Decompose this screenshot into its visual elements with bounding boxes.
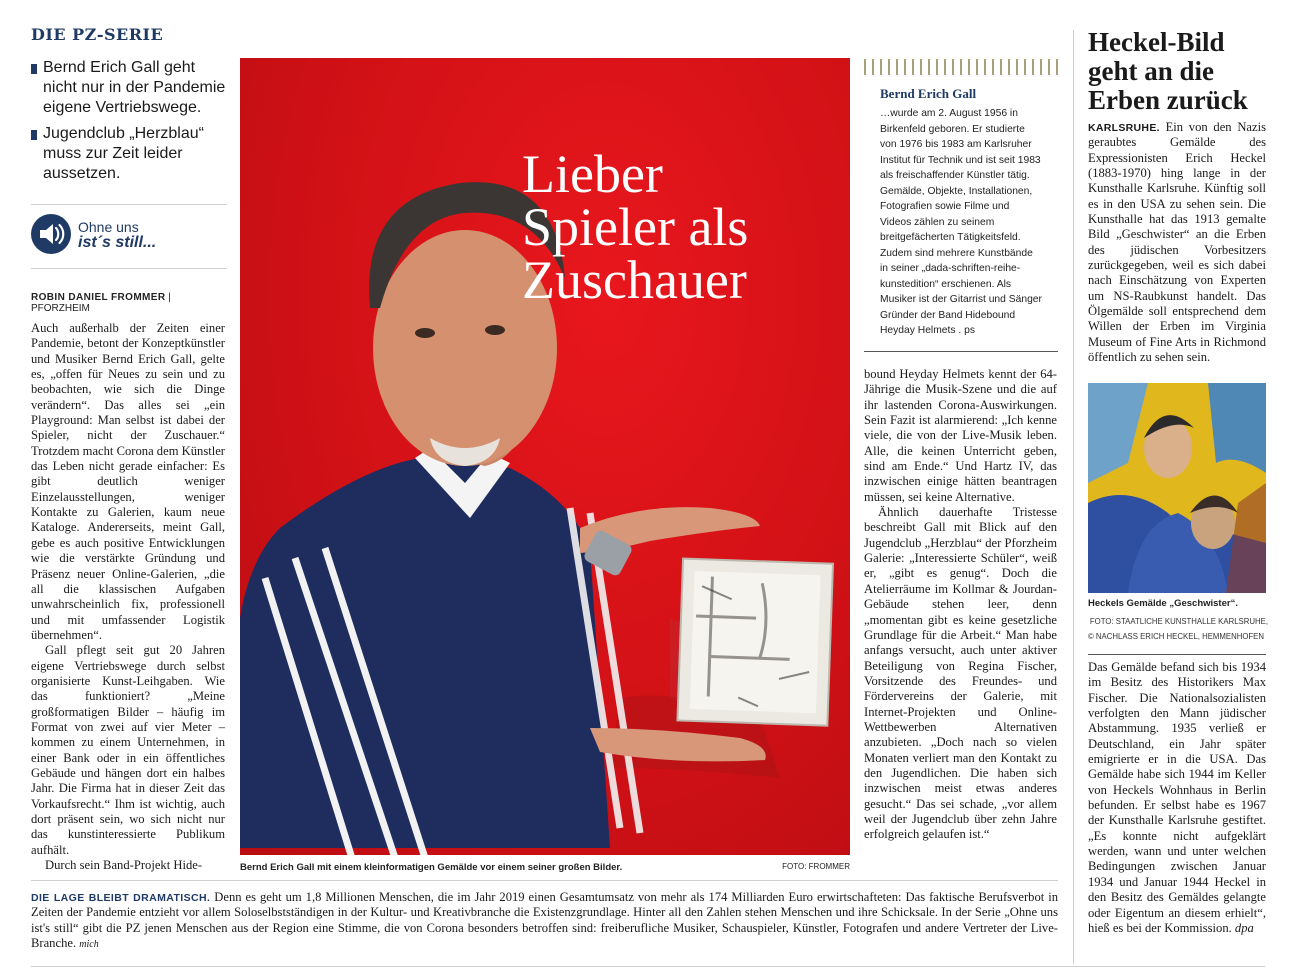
painting-illustration [1088,383,1266,593]
painting-image [1088,383,1266,593]
photo-credit: FOTO: FROMMER [782,862,850,871]
painting-caption: Heckels Gemälde „Geschwister“. [1088,598,1238,609]
credit-line: FOTO: STAATLICHE KUNSTHALLE KARLSRUHE, [1089,617,1268,626]
paragraph-text: Das Gemälde befand sich bis 1934 im Besitz des Historikers Max Fischer. Die Nationalsozialisten verfolgten den Mann jüdischer Abstammung. 1935 verließ er Deutschland, ein Jahr später emigrierte er in die USA. Das Gemälde habe sich 1944 im Keller von Heckels Wohnhaus in Berlin befunden. Er selbst habe es 1967 der Kunsthalle Karlsruhe gestiftet. „Es konnte nicht aufgeklärt werden, wann und unter welchen Bedingungen zwischen Januar 1934 und Januar 1944 Heckel in den Besitz des Gemäldes gelangte oder Eigentum an diesem erhielt“, hieß es bei der Kommission. [1088,660,1266,935]
article-photo [240,58,850,855]
speaker-icon [31,214,71,254]
series-kicker: DIE PZ-SERIE [31,25,164,44]
photo-caption: Bernd Erich Gall mit einem kleinformatigen Gemälde vor einem seiner großen Bilder. [240,862,623,873]
series-note [31,890,1058,953]
decorative-rule [864,59,1058,75]
note-text: Denn es geht um 1,8 Millionen Menschen, die im Jahr 2019 einen Gesamtumsatz von mehr als 174 Milliarden Euro erwirtschafteten: Das faktische Berufsverbot in Zeiten der Pandemie entzieht vor allem Soloselbstständigen in der Kultur- und Kreativbranche die Existenzgrundlage. Hinter all den Zahlen stehen Menschen und ihre Schicksale. In der Serie „Ohne uns ist's still“ gibt die PZ jenen Menschen aus der Region eine Stimme, die von Corona besonders betroffen sind: freiberufliche Musiker, Schauspieler, Künstler, Fotografen und andere Vertreter der Live-Branche. [31,890,1058,951]
headline-line: Spieler als [522,197,749,257]
paragraph: Ähnlich dauerhafte Tristesse beschreibt Gall mit Blick auf den Jugendclub „Herzblau“ der Pforzheim Galerie: „Interessierte Schüler“, weiß er, „gibt es genug“. Doch die Atelierräume im Kollmar & Jourdan-Gebäude stehen leer, denn „momentan gibt es keine gesetzliche Grundlage für die Arbeit.“ Man habe anfangs versucht, auch unter aktiver Beteiligung von Regina Fischer, Vorsitzende des Freundes- und Fördervereins der Galerie, mit Internet-Projekten und Online-Wettbewerben Alternativen anzubieten. „Doch nach so vielen Monaten verliert man den Kontakt zu den Jugendlichen. Die haben sich inzwischen meist etwas anderes gesucht.“ Das sei schade, „vor allem weil der Jugendclub über zehn Jahre erfolgreich gelaufen ist.“ [864,505,1057,842]
divider [31,880,1058,881]
location: PFORZHEIM [31,303,90,314]
author-name: ROBIN DANIEL FROMMER [31,292,166,303]
divider [31,966,1265,967]
painting-credit [1088,614,1268,644]
divider [31,204,227,205]
note-signature: mich [79,939,99,951]
paragraph: Gall pflegt seit gut 20 Jahren eigene Vertriebswege durch selbst organisierte Kunst-Leihgaben. Wie das funktioniert? „Meine großformatigen Bilder – häufig im Format von zwei auf vier Meter – kommen zu einem Unternehmen, in einer Bank oder in ein öffentliches Gebäude und hängen dort ein halbes Jahr. Die Firma hat in dieser Zeit das Vorkaufsrecht.“ Ihm ist wichtig, auch dort präsent sein, wo sich nicht nur das kunstinteressierte Publikum aufhält. [31,643,225,857]
article-body-left [31,321,225,873]
paragraph: bound Heyday Helmets kennt der 64-Jährige die Musik-Szene und die auf ihr lastenden Corona-Auswirkungen. Sein Fazit ist alarmierend: „Ich kenne viele, die von der Live-Musik leben. Alle, die keinen Unterricht geben, sind am Ende.“ Und Hartz IV, das inzwischen einige hätten beantragen müssen, sei keine Alternative. [864,367,1057,504]
sidebar-headline: Heckel-Bild geht an die Erben zurück [1088,27,1248,115]
paragraph: Durch sein Band-Projekt Hide- [45,858,203,873]
headline [522,144,749,310]
paragraph [1088,120,1266,366]
dateline: KARLSRUHE. [1088,122,1160,134]
bio-text: …wurde am 2. August 1956 in Birkenfeld geboren. Er studierte von 1976 bis 1983 am Karlsruher Institut für Technik und ist seit 1983 als freischaffender Künstler tätig. Gemälde, Objekte, Installationen, Fotografien sowie Filme und Videos zählen zu seinem breitgefächerten Tätigkeitsfeld. Zudem sind mehrere Kunstbände in seiner „dada-schriften-reihe-kunstedition“ erschienen. Als Musiker ist der Gitarrist und Sänger Gründer der Band Hidebound Heyday Helmets . ps [880,108,1042,336]
column-divider [1073,30,1074,964]
bio-name: Bernd Erich Gall [880,86,977,101]
teaser-bullets [31,58,227,190]
sidebar-body [1088,660,1266,936]
agency-tag: dpa [1234,920,1254,935]
paragraph: Auch außerhalb der Zeiten einer Pandemie, betont der Konzeptkünstler und Musiker Bernd Erich Gall, gelte es, „offen für Neues zu sein und zu beobachten, wie sich die Dinge verändern“. Das alles sei „ein Playground: Man selbst ist dabei der Spieler, nicht der Zuschauer.“ Trotzdem macht Corona dem Künstler das Leben nicht gerade einfacher: Es gibt deutlich weniger Einzelausstellungen, weniger Kontakte zu Galerien, kaum neue Kataloge. Andererseits, meint Gall, gebe es auch positive Entwicklungen wie die verstärkte Gründung und Präsenz neuer Online-Galerien, „die all die klassischen Aufgaben unwahrscheinlich fix, professionell und mit umfassender Logistik übernehmen“. [31,321,226,642]
podcast-title-line: Ohne uns [78,219,139,235]
divider [1088,654,1266,655]
teaser-bullet: Jugendclub „Herzblau“ muss zur Zeit leider aussetzen. [31,124,227,184]
paragraph [1088,660,1266,936]
divider [864,351,1058,352]
sidebar-body [1088,120,1266,366]
headline-line: Zuschauer [522,250,747,310]
headline-line: Lieber [522,144,663,204]
podcast-badge[interactable] [31,214,227,258]
byline: ROBIN DANIEL FROMMER | PFORZHEIM [31,292,171,314]
article-body-middle [864,367,1057,843]
note-kicker: DIE LAGE BLEIBT DRAMATISCH. [31,892,211,904]
divider [31,268,227,269]
paragraph-text: Ein von den Nazis geraubtes Gemälde des Expressionisten Erich Heckel (1883-1970) hing lange in der Kunsthalle Karlsruhe. Künftig soll es in den USA zu sehen sein. Die Kunsthalle hat das 1913 gemalte Bild „Geschwister“ an die Erben des jüdischen Vorbesitzers zurückgegeben, weil es sich dabei nach Einschätzung von Experten um NS-Raubkunst handelt. Das Ölgemälde soll entsprechend dem Willen der Erben im Virginia Museum of Fine Arts in Richmond öffentlich zu sehen sein. [1088,120,1266,365]
credit-line: © NACHLASS ERICH HECKEL, HEMMENHOFEN [1088,632,1265,641]
podcast-title-line: ist´s still... [78,234,157,251]
teaser-bullet: Bernd Erich Gall geht nicht nur in der Pandemie eigene Vertriebswege. [31,58,227,118]
